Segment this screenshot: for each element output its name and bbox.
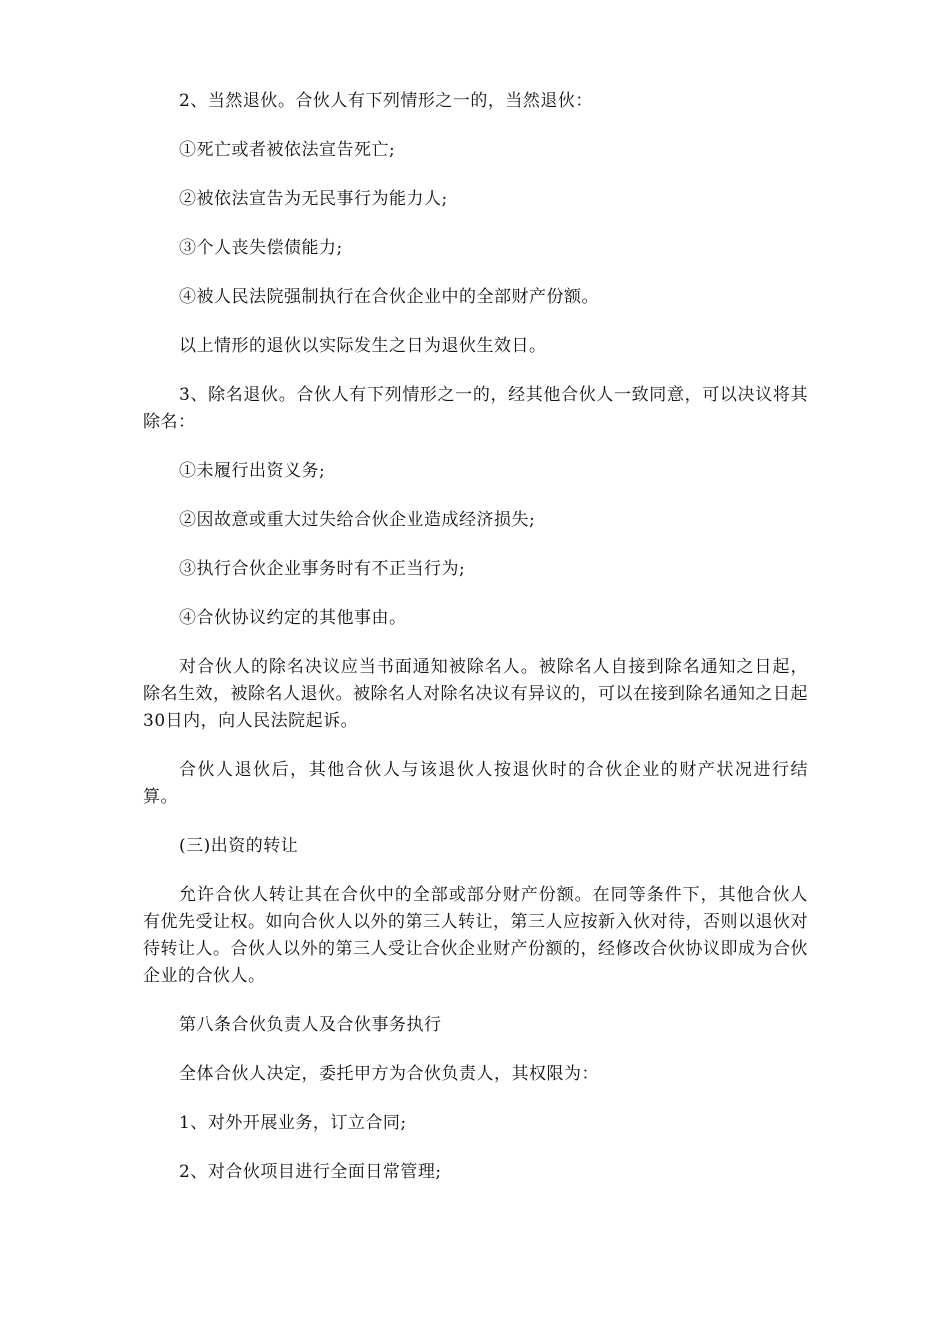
paragraph: 对合伙人的除名决议应当书面通知被除名人。被除名人自接到除名通知之日起，除名生效，被除名人退伙。被除名人对除名决议有异议的，可以在接到除名通知之日起30日内，向人民法院起诉。 [143,657,808,731]
paragraph: 1、对外开展业务，订立合同; [179,1113,407,1133]
paragraph: ③执行合伙企业事务时有不正当行为; [179,559,466,579]
paragraph: ④合伙协议约定的其他事由。 [179,608,407,628]
section-heading: (三)出资的转让 [179,836,299,856]
paragraph: ②因故意或重大过失给合伙企业造成经济损失; [179,510,536,530]
paragraph: ①死亡或者被依法宣告死亡; [179,140,396,160]
paragraph: 2、当然退伙。合伙人有下列情形之一的，当然退伙： [179,91,593,111]
paragraph: 3、除名退伙。合伙人有下列情形之一的，经其他合伙人一致同意，可以决议将其除名： [143,385,808,432]
paragraph: 合伙人退伙后，其他合伙人与该退伙人按退伙时的合伙企业的财产状况进行结算。 [143,760,808,807]
paragraph: 允许合伙人转让其在合伙中的全部或部分财产份额。在同等条件下，其他合伙人有优先受让权。如向合伙人以外的第三人转让，第三人应按新入伙对待，否则以退伙对待转让人。合伙人以外的第三人受让合伙企业财产份额的，经修改合伙协议即成为合伙企业的合伙人。 [143,885,808,986]
paragraph: ③个人丧失偿债能力; [179,238,343,258]
paragraph: ④被人民法院强制执行在合伙企业中的全部财产份额。 [179,287,599,307]
paragraph: 全体合伙人决定，委托甲方为合伙负责人，其权限为： [179,1064,599,1084]
article-heading: 第八条合伙负责人及合伙事务执行 [179,1015,442,1035]
document-body [143,88,808,1208]
paragraph: 以上情形的退伙以实际发生之日为退伙生效日。 [179,336,547,356]
paragraph: 2、对合伙项目进行全面日常管理; [179,1162,442,1182]
paragraph: ①未履行出资义务; [179,461,326,481]
paragraph: ②被依法宣告为无民事行为能力人; [179,189,448,209]
